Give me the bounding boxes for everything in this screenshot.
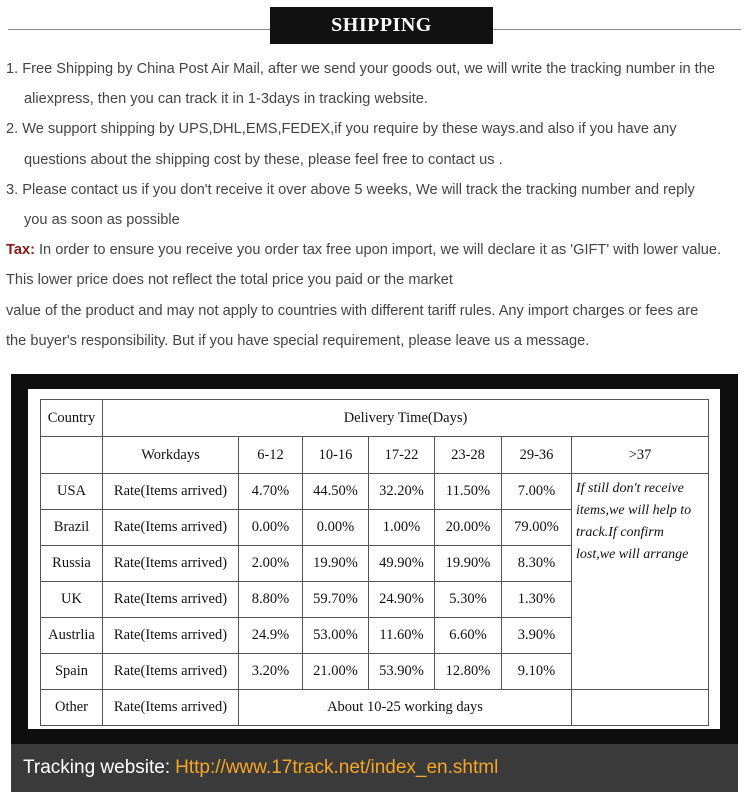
delivery-time-header: Delivery Time(Days) (103, 400, 709, 437)
rate-label-cell: Rate(Items arrived) (103, 654, 239, 690)
paragraph-2-line-1: 2. We support shipping by UPS,DHL,EMS,FEDEX,if you require by these ways.and also if you have any (6, 121, 677, 138)
rate-cell: 21.00% (303, 654, 369, 690)
rate-cell: 3.90% (502, 618, 572, 654)
header-divider-left (8, 29, 270, 30)
rate-cell: 2.00% (239, 546, 303, 582)
country-cell: UK (41, 582, 103, 618)
rate-cell: 19.90% (303, 546, 369, 582)
rate-cell: 0.00% (303, 510, 369, 546)
table-row (41, 690, 709, 726)
tracking-link[interactable]: Http://www.17track.net/index_en.shtml (175, 757, 499, 778)
rate-cell: 49.90% (369, 546, 435, 582)
delivery-rates-table (40, 399, 709, 726)
rate-cell: 44.50% (303, 474, 369, 510)
rate-cell: 79.00% (502, 510, 572, 546)
rate-cell: 1.00% (369, 510, 435, 546)
empty-cell (41, 437, 103, 474)
rate-cell: 53.00% (303, 618, 369, 654)
rate-cell: 9.10% (502, 654, 572, 690)
rate-cell: 53.90% (369, 654, 435, 690)
rate-label-cell: Rate(Items arrived) (103, 546, 239, 582)
tax-line-2: This lower price does not reflect the total price you paid or the market (6, 272, 453, 289)
rate-cell: 8.80% (239, 582, 303, 618)
rate-cell: 5.30% (435, 582, 502, 618)
rate-cell: 59.70% (303, 582, 369, 618)
column-header: 6-12 (239, 437, 303, 474)
rate-label-cell: Rate(Items arrived) (103, 690, 239, 726)
tracking-footer (11, 744, 738, 792)
table-row (41, 474, 709, 510)
tax-line-3: value of the product and may not apply to countries with different tariff rules. Any import charges or fees are (6, 302, 699, 319)
tracking-label: Tracking website: (23, 757, 171, 778)
rate-cell: 32.20% (369, 474, 435, 510)
country-cell: Spain (41, 654, 103, 690)
rate-label-cell: Rate(Items arrived) (103, 510, 239, 546)
paragraph-1-line-1: 1. Free Shipping by China Post Air Mail, after we send your goods out, we will write the tracking number in the (6, 61, 715, 77)
tax-label: Tax: (6, 242, 35, 259)
rate-cell: 0.00% (239, 510, 303, 546)
rate-cell: 24.90% (369, 582, 435, 618)
rate-label-cell: Rate(Items arrived) (103, 474, 239, 510)
table-header-row (41, 400, 709, 437)
side-note-cell: If still don't receive items,we will help to track.If confirm lost,we will arrange (572, 474, 709, 690)
workdays-header: Workdays (103, 437, 239, 474)
rate-cell: 6.60% (435, 618, 502, 654)
paragraph-1-line-2: aliexpress, then you can track it in 1-3days in tracking website. (24, 91, 428, 108)
column-header: 29-36 (502, 437, 572, 474)
delivery-table-panel (28, 389, 720, 729)
rate-cell: 4.70% (239, 474, 303, 510)
rate-cell: 11.50% (435, 474, 502, 510)
column-header: 23-28 (435, 437, 502, 474)
column-header: >37 (572, 437, 709, 474)
paragraph-2-line-2: questions about the shipping cost by these, please feel free to contact us . (24, 151, 503, 168)
country-cell: Other (41, 690, 103, 726)
other-note-cell: About 10-25 working days (239, 690, 572, 726)
rate-cell: 19.90% (435, 546, 502, 582)
rate-cell: 24.9% (239, 618, 303, 654)
rate-cell: 12.80% (435, 654, 502, 690)
table-subheader-row (41, 437, 709, 474)
shipping-title: SHIPPING (270, 7, 493, 44)
country-cell: USA (41, 474, 103, 510)
column-header: 10-16 (303, 437, 369, 474)
country-cell: Brazil (41, 510, 103, 546)
rate-cell: 8.30% (502, 546, 572, 582)
delivery-table-frame (11, 374, 738, 744)
tax-line-1 (6, 235, 746, 265)
header-divider-right (493, 29, 741, 30)
rate-cell: 1.30% (502, 582, 572, 618)
rate-cell: 3.20% (239, 654, 303, 690)
country-cell: Russia (41, 546, 103, 582)
rate-label-cell: Rate(Items arrived) (103, 582, 239, 618)
rate-cell: 20.00% (435, 510, 502, 546)
tax-line-4: the buyer's responsibility. But if you have special requirement, please leave us a message. (6, 332, 590, 349)
country-cell: Austrlia (41, 618, 103, 654)
rate-cell: 11.60% (369, 618, 435, 654)
tax-text: In order to ensure you receive you order tax free upon import, we will declare it as 'GIFT' with lower value. (34, 242, 722, 259)
rate-label-cell: Rate(Items arrived) (103, 618, 239, 654)
column-header: 17-22 (369, 437, 435, 474)
shipping-info (6, 54, 746, 356)
rate-cell: 7.00% (502, 474, 572, 510)
empty-cell (572, 690, 709, 726)
paragraph-3-line-2: you as soon as possible (24, 212, 180, 229)
paragraph-3-line-1: 3. Please contact us if you don't receive it over above 5 weeks, We will track the tracking number and reply (6, 181, 695, 198)
country-header: Country (41, 400, 103, 437)
